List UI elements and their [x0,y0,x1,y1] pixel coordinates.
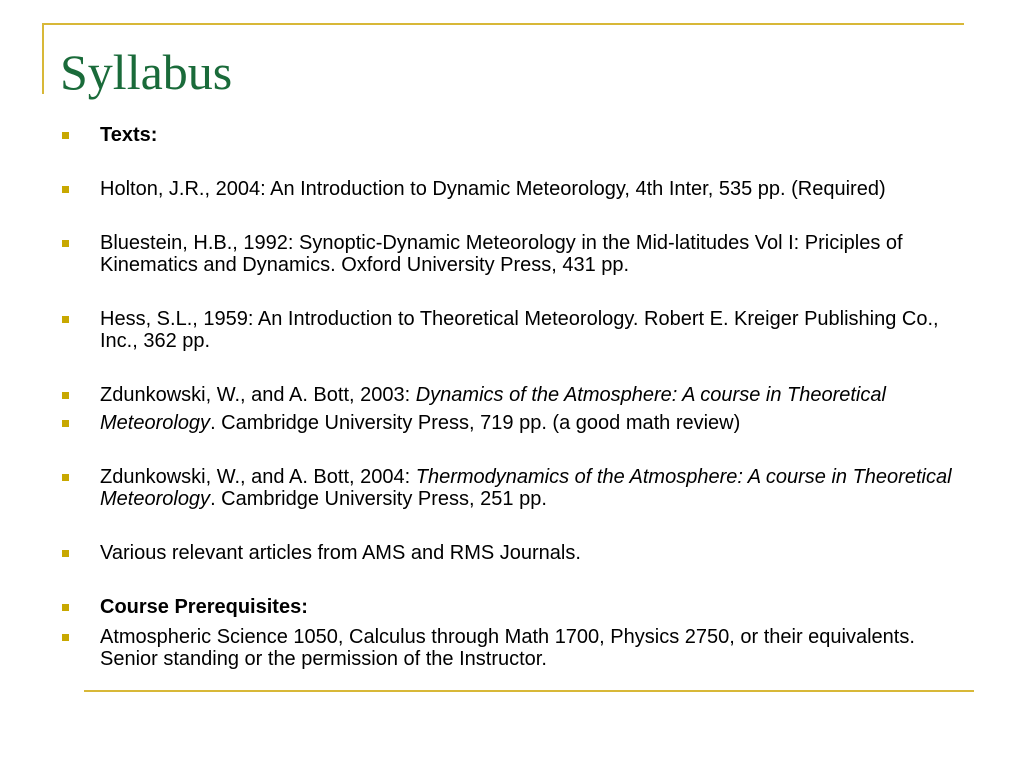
list-item-zdunkowski-2004 [62,466,962,510]
syllabus-list [62,124,962,670]
list-item-prerequisites [62,626,962,670]
prerequisites-heading: Course Prerequisites: [100,596,308,618]
square-bullet-icon [62,420,69,427]
reference-publisher: . Cambridge University Press, 719 pp. (a good math review) [210,412,741,434]
reference-authors: Zdunkowski, W., and A. Bott, 2003: [100,384,416,406]
square-bullet-icon [62,474,69,481]
list-item-hess [62,308,962,352]
prerequisites-text: Atmospheric Science 1050, Calculus through Math 1700, Physics 2750, or their equivalents. Senior standing or the permission of the Instructor. [100,626,915,670]
reference-authors: Zdunkowski, W., and A. Bott, 2004: [100,466,416,488]
list-item-texts-heading [62,124,962,146]
square-bullet-icon [62,550,69,557]
square-bullet-icon [62,132,69,139]
list-item-bluestein [62,232,962,276]
list-item-zdunkowski-2003 [62,384,962,406]
reference-publisher: . Cambridge University Press, 251 pp. [210,488,547,510]
reference-text: Holton, J.R., 2004: An Introduction to Dynamic Meteorology, 4th Inter, 535 pp. (Required) [100,178,886,200]
bottom-rule [84,690,974,692]
reference-text: Bluestein, H.B., 1992: Synoptic-Dynamic Meteorology in the Mid-latitudes Vol I: Priciples of Kinematics and Dynamics. Oxford University Press, 431 pp. [100,232,903,276]
reference-title: Dynamics of the Atmosphere: A course in Theoretical [415,384,886,406]
list-item-prereq-heading [62,596,962,618]
reference-title: Thermodynamics of the Atmosphere: A course in Theoretical Meteorology [100,466,952,510]
square-bullet-icon [62,392,69,399]
slide-title: Syllabus [60,44,233,100]
texts-heading: Texts: [100,124,158,146]
left-rule [42,23,44,94]
square-bullet-icon [62,604,69,611]
square-bullet-icon [62,240,69,247]
list-item-zdunkowski-2003-cont [62,412,962,434]
reference-text: Hess, S.L., 1959: An Introduction to Theoretical Meteorology. Robert E. Kreiger Publishing Co., Inc., 362 pp. [100,308,939,352]
reference-title: Meteorology [100,412,211,434]
list-item-holton [62,178,962,200]
square-bullet-icon [62,186,69,193]
list-item-journals [62,542,962,564]
square-bullet-icon [62,634,69,641]
square-bullet-icon [62,316,69,323]
reference-text: Various relevant articles from AMS and RMS Journals. [100,542,581,564]
top-rule [42,23,964,25]
